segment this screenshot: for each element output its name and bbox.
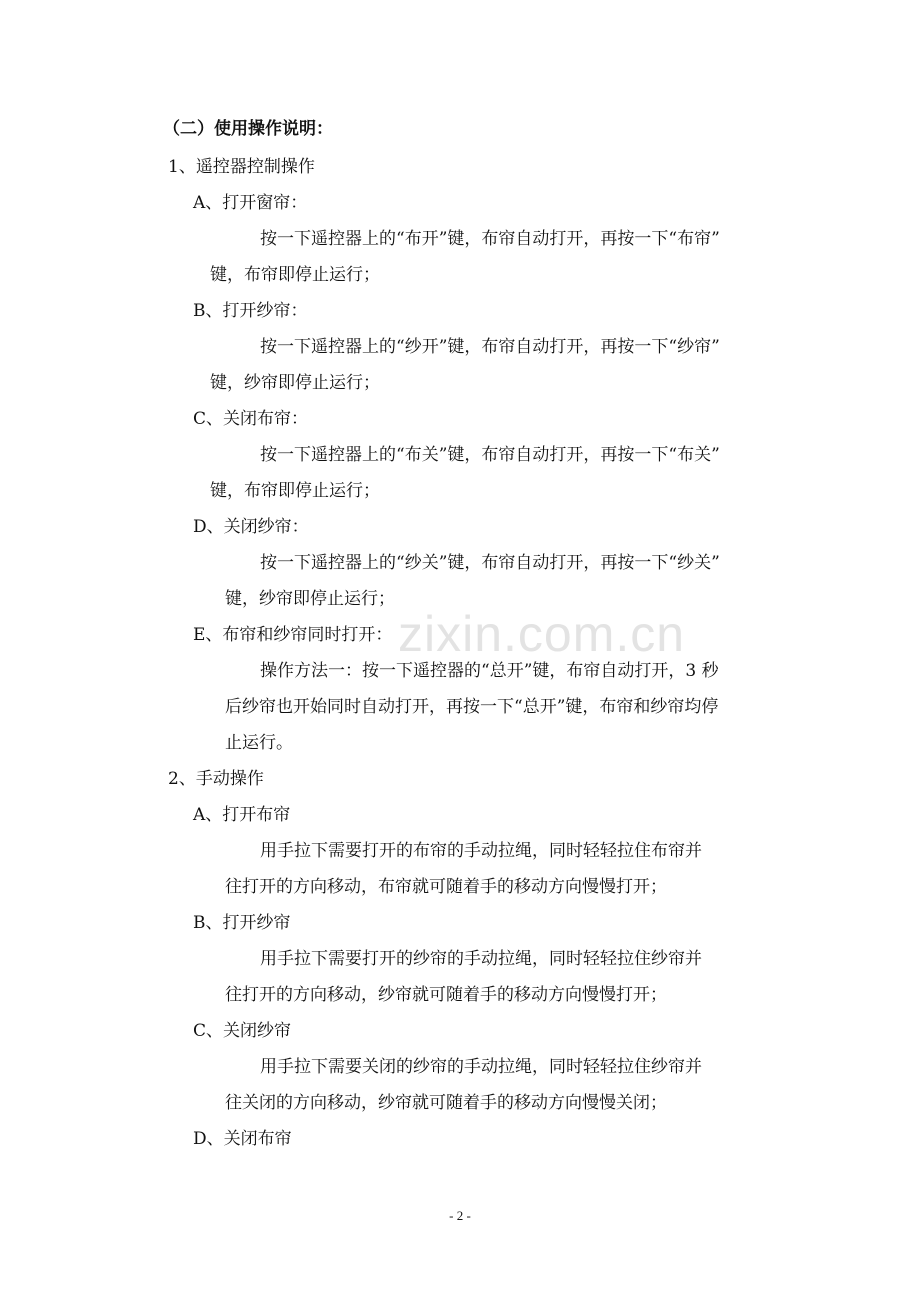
- s1-c-body-line1: 按一下遥控器上的“布关”键，布帘自动打开，再按一下“布关”: [260, 445, 720, 465]
- section1-title: 1、遥控器控制操作: [168, 157, 315, 177]
- s1-e-body-line1: 操作方法一：按一下遥控器的“总开”键，布帘自动打开，3 秒: [260, 661, 719, 681]
- s2-c-body-line1: 用手拉下需要关闭的纱帘的手动拉绳，同时轻轻拉住纱帘并: [260, 1057, 702, 1077]
- s1-a-title: A、打开窗帘：: [193, 193, 308, 213]
- s2-c-body-line2: 往关闭的方向移动，纱帘就可随着手的移动方向慢慢关闭；: [225, 1093, 667, 1113]
- s1-d-title: D、关闭纱帘：: [193, 517, 309, 537]
- s1-e-body-line3: 止运行。: [225, 733, 293, 753]
- s1-d-body-line2: 键，纱帘即停止运行；: [225, 589, 395, 609]
- s2-a-body-line2: 往打开的方向移动，布帘就可随着手的移动方向慢慢打开；: [225, 877, 667, 897]
- s1-b-title: B、打开纱帘：: [193, 301, 308, 321]
- s1-b-body-line1: 按一下遥控器上的“纱开”键，布帘自动打开，再按一下“纱帘”: [260, 337, 720, 357]
- s2-a-body-line1: 用手拉下需要打开的布帘的手动拉绳，同时轻轻拉住布帘并: [260, 841, 702, 861]
- page-number: - 2 -: [449, 1208, 471, 1223]
- s1-d-body-line1: 按一下遥控器上的“纱关”键，布帘自动打开，再按一下“纱关”: [260, 553, 720, 573]
- watermark: zixin.com.cn: [398, 606, 686, 662]
- s2-a-title: A、打开布帘: [193, 805, 291, 825]
- s2-b-body-line1: 用手拉下需要打开的纱帘的手动拉绳，同时轻轻拉住纱帘并: [260, 949, 702, 969]
- s2-b-body-line2: 往打开的方向移动，纱帘就可随着手的移动方向慢慢打开；: [225, 985, 667, 1005]
- s1-e-title: E、布帘和纱帘同时打开：: [193, 625, 393, 645]
- s2-c-title: C、关闭纱帘: [193, 1021, 292, 1041]
- s1-b-body-line2: 键，纱帘即停止运行；: [210, 373, 380, 393]
- s1-a-body-line1: 按一下遥控器上的“布开”键，布帘自动打开，再按一下“布帘”: [260, 229, 720, 249]
- section2-title: 2、手动操作: [168, 769, 264, 789]
- s1-c-title: C、关闭布帘：: [193, 409, 309, 429]
- section-heading: （二）使用操作说明：: [163, 119, 333, 139]
- s1-c-body-line2: 键，布帘即停止运行；: [210, 481, 380, 501]
- s2-d-title: D、关闭布帘: [193, 1129, 292, 1149]
- s2-b-title: B、打开纱帘: [193, 913, 291, 933]
- s1-a-body-line2: 键，布帘即停止运行；: [210, 265, 380, 285]
- s1-e-body-line2: 后纱帘也开始同时自动打开，再按一下“总开”键，布帘和纱帘均停: [225, 697, 719, 717]
